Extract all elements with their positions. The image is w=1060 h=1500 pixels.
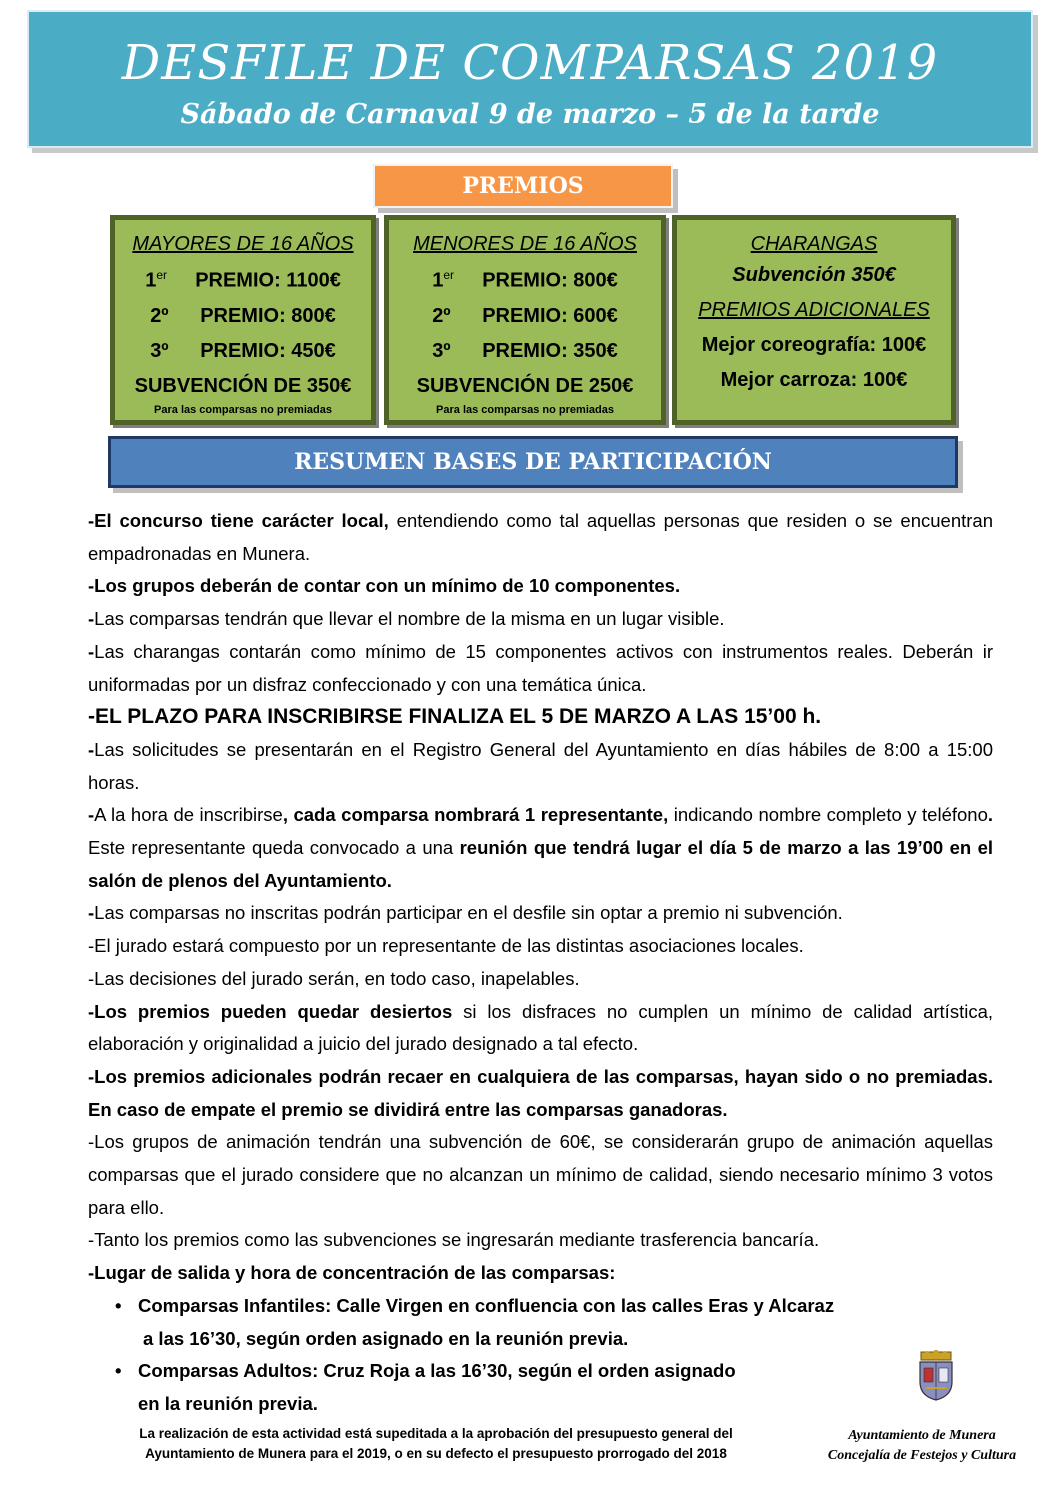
base-paragraph: -Tanto los premios como las subvenciones se ingresarán mediante trasferencia bancaría. — [88, 1229, 820, 1251]
category-title: MAYORES DE 16 AÑOS — [132, 233, 354, 255]
base-paragraph: -A la hora de inscribirse, cada comparsa nombrará 1 representante, indicando nombre completo y teléfono. Este representante queda convocado a una reunión que tendrá lugar el día 5 de marzo a las 19’00 en el salón de plenos del Ayuntamiento. — [88, 804, 994, 891]
deadline-notice: -EL PLAZO PARA INSCRIBIRSE FINALIZA EL 5 DE MARZO A LAS 15’00 h. — [88, 705, 822, 729]
event-title: DESFILE DE COMPARSAS 2019 — [121, 35, 939, 91]
prize-row: 3º PREMIO: 350€ — [432, 339, 618, 362]
charangas-subvencion: Subvención 350€ — [732, 264, 896, 286]
meeting-points-list — [88, 1290, 993, 1421]
subvencion-note: Para las comparsas no premiadas — [154, 403, 332, 416]
subvencion-label: SUBVENCIÓN DE 350€ — [134, 374, 352, 397]
bases-text — [88, 505, 993, 1421]
prize-row: 2º PREMIO: 600€ — [432, 304, 618, 327]
prize-box-mayores — [110, 215, 376, 425]
base-paragraph: -Lugar de salida y hora de concentración de las comparsas: — [88, 1262, 616, 1284]
base-paragraph: -Los premios adicionales podrán recaer en cualquiera de las comparsas, hayan sido o no premiadas. En caso de empate el premio se dividirá entre las comparsas ganadoras. — [88, 1065, 993, 1120]
base-paragraph: -Las charangas contarán como mínimo de 15 componentes activos con instrumentos reales. Deberán ir uniformadas por un disfraz confeccionado y con una temática única. — [88, 640, 993, 695]
base-paragraph: -Las solicitudes se presentarán en el Registro General del Ayuntamiento en días hábiles de 8:00 a 15:00 horas. — [88, 738, 993, 793]
list-item: • Comparsas Infantiles: Calle Virgen en confluencia con las calles Eras y Alcaraz — [138, 1290, 993, 1323]
bullet-icon: • — [115, 1360, 122, 1382]
event-subtitle: Sábado de Carnaval 9 de marzo – 5 de la tarde — [180, 99, 880, 130]
prize-row: 2º PREMIO: 800€ — [150, 304, 336, 327]
coat-of-arms-icon — [915, 1350, 957, 1402]
subvencion-label: SUBVENCIÓN DE 250€ — [416, 374, 634, 397]
subvencion-note: Para las comparsas no premiadas — [436, 403, 614, 416]
premios-adicionales-label: PREMIOS ADICIONALES — [698, 299, 930, 321]
bullet-icon: • — [115, 1294, 122, 1316]
prize-box-menores — [384, 215, 666, 425]
prize-row: 1er PREMIO: 800€ — [432, 268, 618, 292]
category-title: MENORES DE 16 AÑOS — [413, 233, 637, 255]
base-paragraph: -Las decisiones del jurado serán, en todo caso, inapelables. — [88, 967, 580, 989]
base-paragraph: -Los premios pueden quedar desiertos si los disfraces no cumplen un mínimo de calidad artística, elaboración y originalidad a juicio del jurado designado a tal efecto. — [88, 1000, 994, 1055]
base-paragraph: -Las comparsas tendrán que llevar el nombre de la misma en un lugar visible. — [88, 608, 725, 630]
base-paragraph: -El jurado estará compuesto por un representante de las distintas asociaciones locales. — [88, 935, 804, 957]
prize-box-charangas — [672, 215, 956, 425]
organizer-signature: Ayuntamiento de Munera Concejalía de Festejos y Cultura — [827, 1428, 1017, 1463]
base-paragraph: -Las comparsas no inscritas podrán participar en el desfile sin optar a premio ni subvención. — [88, 902, 843, 924]
prize-row: 3º PREMIO: 450€ — [150, 339, 336, 362]
resumen-heading: RESUMEN BASES DE PARTICIPACIÓN — [108, 436, 958, 488]
premios-heading: PREMIOS — [373, 164, 673, 208]
category-title: CHARANGAS — [750, 233, 878, 255]
budget-note: La realización de esta actividad está supeditada a la aprobación del presupuesto general del Ayuntamiento de Munera para el 2019, o en su defecto el presupuesto prorrogado del 2018 — [139, 1426, 733, 1461]
list-item: a las 16’30, según orden asignado en la reunión previa. — [143, 1327, 629, 1349]
list-item: en la reunión previa. — [138, 1392, 318, 1414]
base-paragraph: -Los grupos deberán de contar con un mínimo de 10 componentes. — [88, 575, 681, 597]
header-banner — [27, 10, 1033, 148]
list-item: • Comparsas Adultos: Cruz Roja a las 16’30, según el orden asignado — [138, 1355, 993, 1388]
carroza-prize: Mejor carroza: 100€ — [720, 369, 908, 391]
prize-row: 1er PREMIO: 1100€ — [145, 268, 341, 292]
base-paragraph: -El concurso tiene carácter local, entendiendo como tal aquellas personas que residen o se encuentran empadronadas en Munera. — [88, 510, 993, 564]
base-paragraph: -Los grupos de animación tendrán una subvención de 60€, se considerarán grupo de animación aquellas comparsas que el jurado considere que no alcanzan un mínimo de calidad, siendo necesario mínimo 3 votos para ello. — [88, 1131, 993, 1218]
coreografia-prize: Mejor coreografía: 100€ — [701, 334, 927, 356]
